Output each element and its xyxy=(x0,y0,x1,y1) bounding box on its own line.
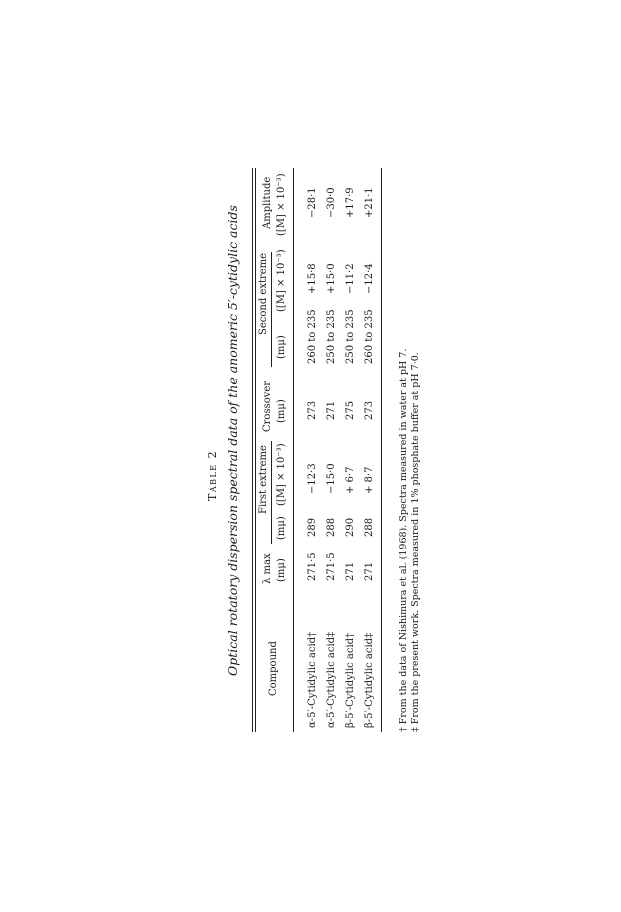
header-crossover-unit: (mμ) xyxy=(276,399,287,423)
header-second-extreme: Second extreme xyxy=(258,252,269,335)
header-amplitude: Amplitude xyxy=(262,176,273,229)
cell-compound: β-5′-Cytidylic acid† xyxy=(345,632,356,728)
cell-se-mu: 260 to 235 xyxy=(307,309,318,364)
header-rule xyxy=(293,168,294,732)
header-lambda-max-unit: (mμ) xyxy=(276,558,287,582)
cell-amp: +17·9 xyxy=(345,187,356,218)
cell-se-m: +15·0 xyxy=(326,263,337,294)
cell-fe-mu: 288 xyxy=(364,517,375,537)
cell-se-mu: 250 to 235 xyxy=(326,309,337,364)
bottom-rule xyxy=(381,168,382,732)
header-first-extreme: First extreme xyxy=(258,445,269,514)
cell-lmax: 271 xyxy=(345,561,356,581)
cell-se-m: −11·2 xyxy=(345,263,356,294)
cell-cross: 273 xyxy=(307,400,318,420)
header-amplitude-unit: ([M] × 10⁻³) xyxy=(276,173,287,236)
cell-fe-mu: 288 xyxy=(326,517,337,537)
cell-compound: α-5′-Cytidylic acid† xyxy=(307,631,318,728)
cell-se-m: +15·8 xyxy=(307,263,318,294)
first-extreme-rule xyxy=(271,441,272,544)
cell-fe-m: + 8·7 xyxy=(364,466,375,494)
cell-compound: β-5′-Cytidylic acid‡ xyxy=(364,632,375,728)
cell-fe-m: −12·3 xyxy=(307,463,318,494)
cell-cross: 271 xyxy=(326,400,337,420)
header-first-m: ([M] × 10⁻³) xyxy=(276,443,287,506)
cell-fe-mu: 289 xyxy=(307,517,318,537)
cell-se-m: −12·4 xyxy=(364,263,375,294)
header-crossover: Crossover xyxy=(262,380,273,432)
cell-fe-m: −15·0 xyxy=(326,463,337,494)
footnote-2: ‡ From the present work. Spectra measured in 1% phosphate buffer at pH 7·0. xyxy=(410,352,421,732)
footnote-1: † From the data of Nishimura et al. (1968). Spectra measured in water at pH 7. xyxy=(398,348,409,732)
cell-se-mu: 260 to 235 xyxy=(364,309,375,364)
cell-lmax: 271 xyxy=(364,561,375,581)
table-title: Table 2 xyxy=(206,449,219,501)
cell-lmax: 271·5 xyxy=(326,552,337,581)
cell-lmax: 271·5 xyxy=(307,552,318,581)
cell-amp: −28·1 xyxy=(307,187,318,218)
header-compound: Compound xyxy=(268,641,279,696)
cell-fe-m: + 6·7 xyxy=(345,466,356,494)
cell-cross: 275 xyxy=(345,400,356,420)
cell-fe-mu: 290 xyxy=(345,517,356,537)
second-extreme-rule xyxy=(271,252,272,367)
header-second-m: ([M] × 10⁻³) xyxy=(276,249,287,312)
top-rule-2 xyxy=(255,168,256,732)
cell-cross: 273 xyxy=(364,400,375,420)
header-first-mu: (mμ) xyxy=(276,516,287,540)
header-second-mu: (mμ) xyxy=(276,335,287,359)
top-rule xyxy=(252,168,253,732)
table-caption: Optical rotatory dispersion spectral data of the anomeric 5′-cytidylic acids xyxy=(225,205,240,676)
cell-amp: +21·1 xyxy=(364,187,375,218)
cell-amp: −30·0 xyxy=(326,187,337,218)
cell-se-mu: 250 to 235 xyxy=(345,309,356,364)
header-lambda-max: λ max xyxy=(262,553,273,584)
cell-compound: α-5′-Cytidylic acid‡ xyxy=(326,631,337,728)
